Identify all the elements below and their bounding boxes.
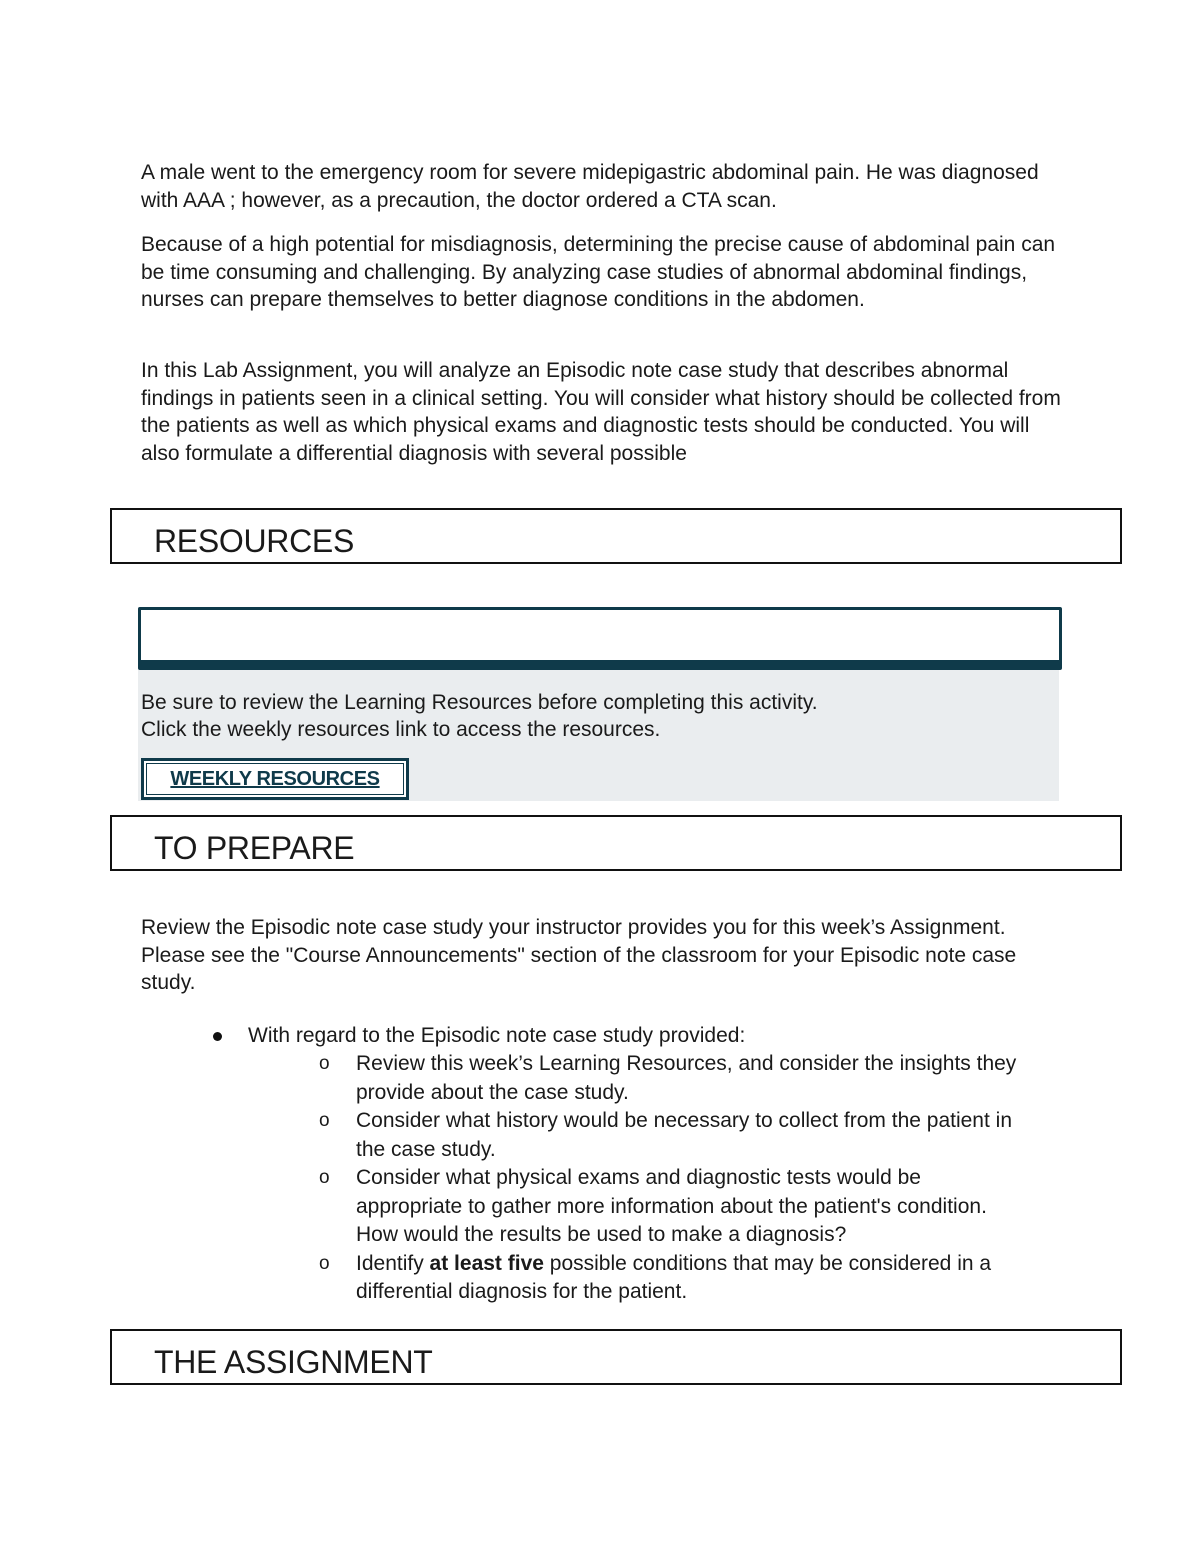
resources-heading: RESOURCES xyxy=(154,523,355,559)
prepare-intro-paragraph: Review the Episodic note case study your instructor provides you for this week’s Assignment. Please see the "Course Announcements" section of the classroom for your Episodic note case study. xyxy=(141,916,1017,994)
prepare-heading: TO PREPARE xyxy=(154,830,355,866)
resources-section-header xyxy=(110,508,1122,564)
sub-item-emphasis: at least five xyxy=(429,1251,544,1275)
resources-line-1: Be sure to review the Learning Resources before completing this activity. xyxy=(141,691,818,714)
circle-bullet-icon: o xyxy=(319,1053,330,1074)
list-item xyxy=(319,1164,1019,1250)
resources-line-2: Click the weekly resources link to access the resources. xyxy=(141,718,661,741)
prepare-sub-list xyxy=(319,1050,1019,1307)
intro-paragraph-3: In this Lab Assignment, you will analyze an Episodic note case study that describes abnormal findings in patients seen in a clinical setting. You will consider what history should be collected from the patients as well as which physical exams and diagnostic tests should be conducted. You will also formulate a differential diagnosis with several possible xyxy=(141,359,1061,465)
prepare-section-header xyxy=(110,815,1122,871)
circle-bullet-icon: o xyxy=(319,1252,330,1274)
intro-paragraph-1: A male went to the emergency room for severe midepigastric abdominal pain. He was diagnosed with AAA ; however, as a precaution, the doctor ordered a CTA scan. xyxy=(141,161,1039,212)
bullet-dot-icon xyxy=(213,1032,222,1041)
sub-item-text: Consider what history would be necessary to collect from the patient in the case study. xyxy=(356,1109,1012,1161)
assignment-heading: THE ASSIGNMENT xyxy=(154,1344,433,1380)
sub-item-text: Consider what physical exams and diagnostic tests would be appropriate to gather more information about the patient's condition. How would the results be used to make a diagnosis? xyxy=(356,1166,987,1246)
prepare-bullet-list xyxy=(211,1022,1071,1307)
list-item xyxy=(319,1050,1019,1107)
resources-callout-header-bar xyxy=(138,607,1062,670)
bullet-text: With regard to the Episodic note case study provided: xyxy=(248,1024,746,1047)
sub-item-text-before: Identify xyxy=(356,1251,430,1275)
list-item xyxy=(319,1107,1019,1164)
list-item xyxy=(319,1250,1019,1307)
intro-paragraph-2: Because of a high potential for misdiagnosis, determining the precise cause of abdominal pain can be time consuming and challenging. By analyzing case studies of abnormal abdominal findings, nurses can prepare themselves to better diagnose conditions in the abdomen. xyxy=(141,233,1056,311)
weekly-resources-link[interactable]: WEEKLY RESOURCES xyxy=(170,767,380,790)
circle-bullet-icon: o xyxy=(319,1167,330,1188)
weekly-resources-button[interactable] xyxy=(141,758,409,800)
assignment-section-header xyxy=(110,1329,1122,1385)
sub-item-text: Review this week’s Learning Resources, and consider the insights they provide about the case study. xyxy=(356,1052,1017,1104)
sub-item-text-after: possible conditions that may be considered in a differential diagnosis for the patient. xyxy=(356,1251,992,1303)
list-item xyxy=(211,1022,1071,1307)
circle-bullet-icon: o xyxy=(319,1110,330,1131)
resources-callout-text xyxy=(141,689,1051,743)
